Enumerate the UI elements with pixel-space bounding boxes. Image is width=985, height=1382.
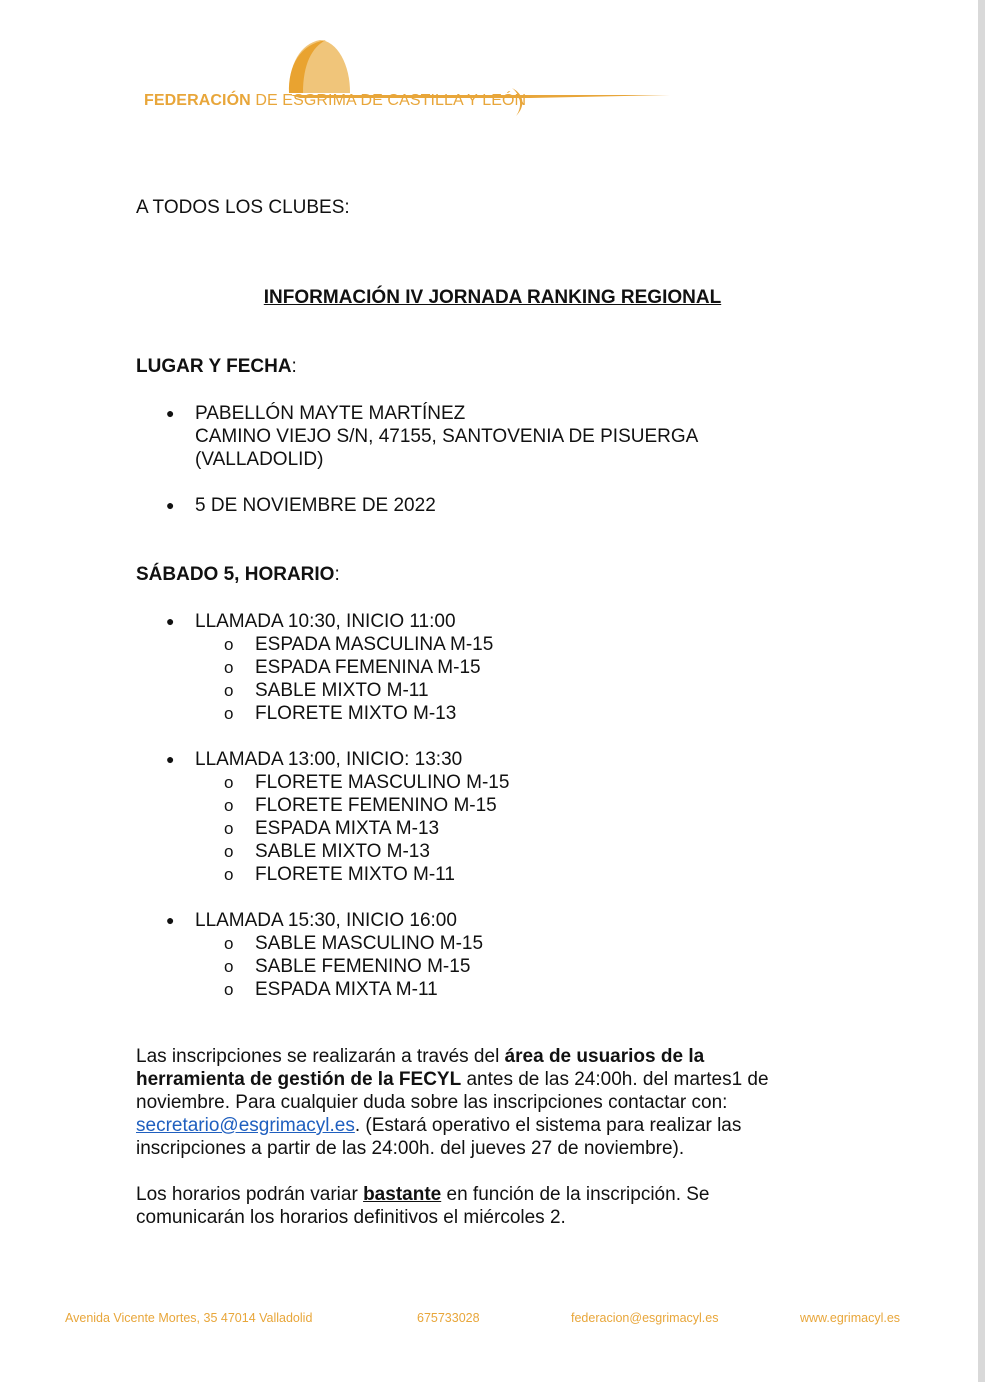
bullet-icon: ● <box>166 405 175 421</box>
inscripciones-line-5: inscripciones a partir de las 24:00h. del jueves 27 de noviembre). <box>136 1138 685 1159</box>
secretary-email-link[interactable]: secretario@esgrimacyl.es <box>136 1115 355 1136</box>
sub-bullet-icon: o <box>224 635 234 654</box>
horario-heading-colon: : <box>334 564 340 585</box>
venue-name: PABELLÓN MAYTE MARTÍNEZ <box>195 403 466 424</box>
horarios-note-line-1 <box>136 1183 710 1206</box>
bold-run: área de usuarios de la <box>504 1046 705 1067</box>
event-item: SABLE MIXTO M-13 <box>255 841 430 862</box>
text-run: . (Estará operativo el sistema para realizar las <box>354 1115 742 1136</box>
sub-bullet-icon: o <box>224 704 234 723</box>
event-item: FLORETE MIXTO M-11 <box>255 864 455 885</box>
horario-heading-text: SÁBADO 5, HORARIO <box>136 564 335 585</box>
lugar-heading-colon: : <box>291 356 297 377</box>
event-item: ESPADA FEMENINA M-15 <box>255 657 481 678</box>
venue-city: (VALLADOLID) <box>195 449 324 470</box>
sub-bullet-icon: o <box>224 796 234 815</box>
lugar-heading-text: LUGAR Y FECHA <box>136 356 292 377</box>
document-title <box>0 286 985 309</box>
text-run: en función de la inscripción. Se <box>441 1184 710 1205</box>
event-item: ESPADA MIXTA M-11 <box>255 979 438 1000</box>
event-item: ESPADA MASCULINA M-15 <box>255 634 494 655</box>
emphasis-run: bastante <box>363 1184 442 1205</box>
inscripciones-line-2 <box>136 1068 769 1091</box>
logo-wordmark <box>144 92 526 110</box>
event-item: SABLE MIXTO M-11 <box>255 680 429 701</box>
bold-run: herramienta de gestión de la FECYL <box>136 1069 462 1090</box>
section-lugar-heading <box>136 355 297 378</box>
sub-bullet-icon: o <box>224 681 234 700</box>
text-run: Las inscripciones se realizarán a través del <box>136 1046 505 1067</box>
federation-logo <box>0 0 700 130</box>
event-item: FLORETE FEMENINO M-15 <box>255 795 497 816</box>
text-run: antes de las 24:00h. del martes1 de <box>461 1069 769 1090</box>
bullet-icon: ● <box>166 497 175 513</box>
document-title-text: INFORMACIÓN IV JORNADA RANKING REGIONAL <box>263 287 722 308</box>
event-item: FLORETE MASCULINO M-15 <box>255 772 510 793</box>
page-edge-shadow <box>978 0 985 1382</box>
call-time-3: LLAMADA 15:30, INICIO 16:00 <box>195 910 457 931</box>
inscripciones-line-1 <box>136 1045 704 1068</box>
call-time-2: LLAMADA 13:00, INICIO: 13:30 <box>195 749 463 770</box>
event-item: SABLE MASCULINO M-15 <box>255 933 484 954</box>
inscripciones-line-4 <box>136 1114 741 1137</box>
sub-bullet-icon: o <box>224 957 234 976</box>
event-item: FLORETE MIXTO M-13 <box>255 703 457 724</box>
footer-address: Avenida Vicente Mortes, 35 47014 Valladolid <box>65 1311 313 1325</box>
venue-address: CAMINO VIEJO S/N, 47155, SANTOVENIA DE PISUERGA <box>195 426 699 447</box>
event-item: SABLE FEMENINO M-15 <box>255 956 471 977</box>
sub-bullet-icon: o <box>224 934 234 953</box>
text-run: Los horarios podrán variar <box>136 1184 364 1205</box>
bullet-icon: ● <box>166 912 175 928</box>
event-date: 5 DE NOVIEMBRE DE 2022 <box>195 495 436 516</box>
horarios-note-line-2: comunicarán los horarios definitivos el miércoles 2. <box>136 1207 566 1228</box>
sub-bullet-icon: o <box>224 842 234 861</box>
footer-email: federacion@esgrimacyl.es <box>571 1311 719 1325</box>
sub-bullet-icon: o <box>224 980 234 999</box>
sub-bullet-icon: o <box>224 819 234 838</box>
footer-phone: 675733028 <box>417 1311 480 1325</box>
greeting: A TODOS LOS CLUBES: <box>136 197 350 218</box>
sub-bullet-icon: o <box>224 773 234 792</box>
logo-rest-text: DE ESGRIMA DE CASTILLA Y LEÓN <box>255 92 527 109</box>
section-horario-heading <box>136 563 340 586</box>
sub-bullet-icon: o <box>224 658 234 677</box>
call-time-1: LLAMADA 10:30, INICIO 11:00 <box>195 611 456 632</box>
footer-website: www.egrimacyl.es <box>800 1311 901 1325</box>
logo-bold-text: FEDERACIÓN <box>144 92 251 109</box>
event-item: ESPADA MIXTA M-13 <box>255 818 440 839</box>
bullet-icon: ● <box>166 751 175 767</box>
bullet-icon: ● <box>166 613 175 629</box>
inscripciones-line-3: noviembre. Para cualquier duda sobre las inscripciones contactar con: <box>136 1092 728 1113</box>
sub-bullet-icon: o <box>224 865 234 884</box>
